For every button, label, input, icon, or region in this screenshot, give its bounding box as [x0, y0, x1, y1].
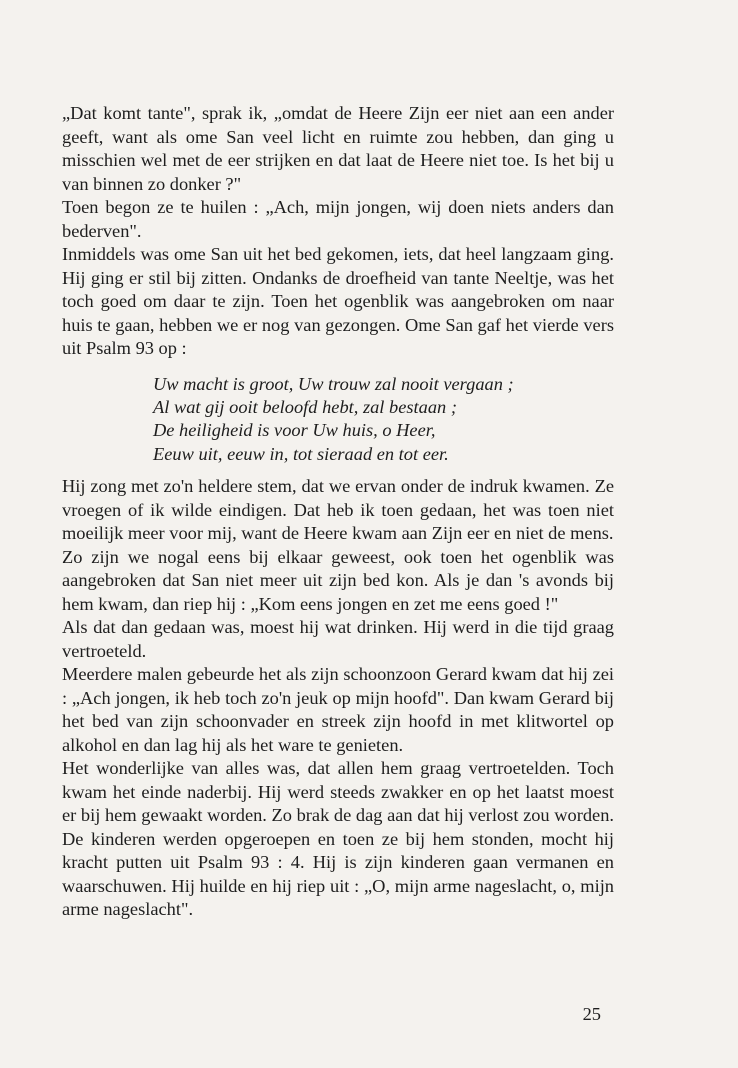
paragraph: Hij zong met zo'n heldere stem, dat we ervan onder de indruk kwamen. Ze vroegen of ik wilde eindigen. Dat heb ik toen gedaan, het was toen niet moeilijk meer voor mij, want de Heere kwam aan Zijn eer en niet de mens.	[62, 476, 614, 543]
verse-line: De heiligheid is voor Uw huis, o Heer,	[153, 420, 436, 441]
paragraph: Als dat dan gedaan was, moest hij wat drinken. Hij werd in die tijd graag vertroeteld.	[62, 617, 614, 661]
paragraph: Het wonderlijke van alles was, dat allen hem graag vertroetelden. Toch kwam het einde naderbij. Hij werd steeds zwakker en op het laatst moest er bij hem gewaakt worden. Zo brak de dag aan dat hij verlost zou worden. De kinderen werden opgeroepen en toen ze bij hem stonden, mocht hij kracht putten uit Psalm 93 : 4. Hij is zijn kinderen gaan vermanen en waarschuwen. Hij huilde en hij riep uit : „O, mijn arme nageslacht, o, mijn arme nageslacht".	[62, 758, 614, 919]
paragraph: Meerdere malen gebeurde het als zijn schoonzoon Gerard kwam dat hij zei : „Ach jongen, ik heb toch zo'n jeuk op mijn hoofd". Dan kwam Gerard bij het bed van zijn schoonvader en streek zijn hoofd in met klitwortel op alkohol en dan lag hij als het ware te genieten.	[62, 664, 614, 755]
paragraph: Toen begon ze te huilen : „Ach, mijn jongen, wij doen niets anders dan bederven".	[62, 197, 614, 241]
top-text-block	[62, 102, 614, 361]
verse-line: Eeuw uit, eeuw in, tot sieraad en tot eer.	[153, 443, 449, 464]
verse-line: Uw macht is groot, Uw trouw zal nooit vergaan ;	[153, 374, 514, 394]
paragraph: „Dat komt tante", sprak ik, „omdat de Heere Zijn eer niet aan een ander geeft, want als ome San veel licht en ruimte zou hebben, dan ging u misschien wel met de eer strijken en dat laat de Heere niet toe. Is het bij u van binnen zo donker ?"	[62, 103, 614, 194]
paragraph: Inmiddels was ome San uit het bed gekomen, iets, dat heel langzaam ging. Hij ging er stil bij zitten. Ondanks de droefheid van tante Neeltje, was het toch goed om daar te zijn. Toen het ogenblik was aangebroken om naar huis te gaan, hebben we er nog van gezongen. Ome San gaf het vierde vers uit Psalm 93 op :	[62, 244, 614, 358]
bottom-text-block	[62, 475, 614, 922]
psalm-verse	[153, 373, 553, 466]
verse-line: Al wat gij ooit beloofd hebt, zal bestaan ;	[153, 397, 457, 418]
paragraph: Zo zijn we nogal eens bij elkaar geweest, ook toen het ogenblik was aangebroken dat San niet meer uit zijn bed kon. Als je dan 's avonds bij hem kwam, dan riep hij : „Kom eens jongen en zet me eens goed !"	[62, 546, 614, 614]
page-number: 25	[582, 1004, 601, 1024]
